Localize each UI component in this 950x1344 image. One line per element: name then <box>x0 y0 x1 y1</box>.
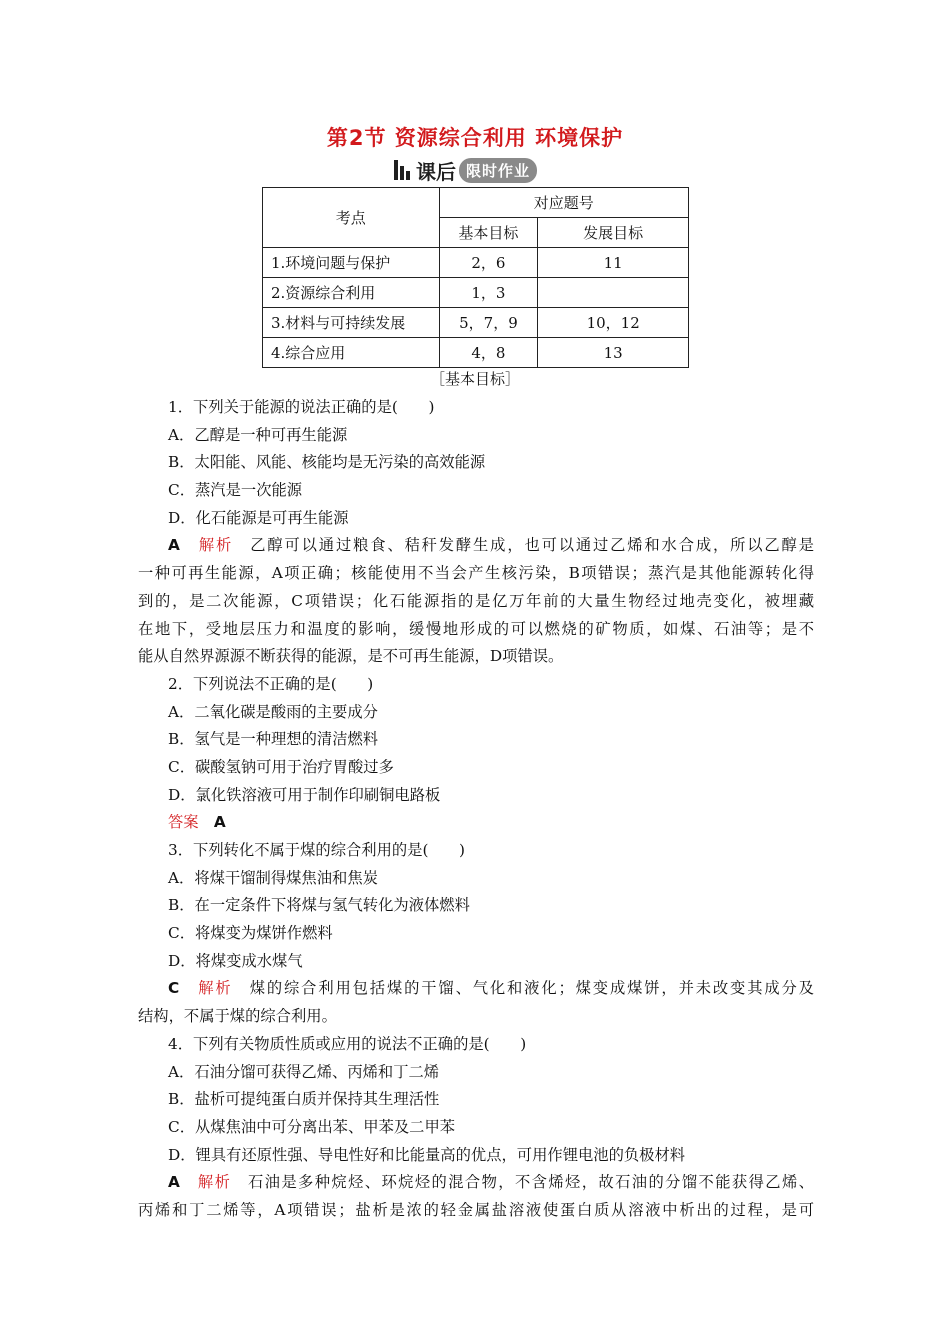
analysis-tag: 解析 <box>197 1173 232 1192</box>
option: D．氯化铁溶液可用于制作印刷铜电路板 <box>168 785 441 804</box>
answer-tag: 答案 <box>168 813 199 832</box>
explanation-line: 一种可再生能源，A项正确；核能使用不当会产生核污染，B项错误；蒸汽是其他能源转化得 <box>138 564 814 583</box>
option: B．氢气是一种理想的清洁燃料 <box>168 730 379 749</box>
answer-line <box>138 809 814 837</box>
answer-letter: A <box>168 1173 180 1192</box>
analysis-tag: 解析 <box>198 979 233 998</box>
homework-banner <box>394 156 537 184</box>
table-row: 3.材料与可持续发展 5，7，9 10，12 <box>263 308 689 338</box>
option: C．将煤变为煤饼作燃料 <box>168 924 333 943</box>
option: C．蒸汽是一次能源 <box>168 481 303 500</box>
option: A．乙醇是一种可再生能源 <box>168 425 348 444</box>
explanation-line: 丙烯和丁二烯等，A项错误；盐析是浓的轻金属盐溶液使蛋白质从溶液中析出的过程，是可 <box>138 1200 814 1219</box>
header-question-numbers: 对应题号 <box>439 188 688 218</box>
banner-main-label: 课后 <box>416 159 456 184</box>
table-row: 2.资源综合利用 1，3 <box>263 278 689 308</box>
table-row: 1.环境问题与保护 2，6 11 <box>263 248 689 278</box>
banner-tag-label: 限时作业 <box>459 158 537 183</box>
explanation-line: 到的，是二次能源，C项错误；化石能源指的是亿万年前的大量生物经过地壳变化，被埋藏 <box>138 591 814 610</box>
option: D．化石能源是可再生能源 <box>168 508 349 527</box>
option: B．在一定条件下将煤与氢气转化为液体燃料 <box>168 896 470 915</box>
explanation-line: C 解析 煤的综合利用包括煤的干馏、气化和液化；煤变成煤饼，并未改变其成分及 <box>168 979 814 998</box>
option: D．将煤变成水煤气 <box>168 951 303 970</box>
explanation-line: A 解析 乙醇可以通过粮食、秸秆发酵生成，也可以通过乙烯和水合成，所以乙醇是 <box>168 536 814 555</box>
question-stem: 2．下列说法不正确的是( ) <box>168 674 374 693</box>
analysis-tag: 解析 <box>198 536 234 555</box>
header-basic: 基本目标 <box>439 218 538 248</box>
section-heading: ［基本目标］ <box>429 370 520 388</box>
explanation-line: 结构，不属于煤的综合利用。 <box>138 1007 337 1026</box>
explanation-line: A 解析 石油是多种烷烃、环烷烃的混合物，不含烯烃，故石油的分馏不能获得乙烯、 <box>168 1173 814 1192</box>
option: B．太阳能、风能、核能均是无污染的高效能源 <box>168 453 486 472</box>
page-title: 第2节 资源综合利用 环境保护 <box>326 126 624 150</box>
option: A．将煤干馏制得煤焦油和焦炭 <box>168 868 378 887</box>
option: B．盐析可提纯蛋白质并保持其生理活性 <box>168 1090 440 1109</box>
answer-letter: C <box>168 979 180 998</box>
question-stem: 3．下列转化不属于煤的综合利用的是( ) <box>168 841 466 859</box>
answer-letter: A <box>213 813 226 832</box>
table-row: 4.综合应用 4，8 13 <box>263 338 689 368</box>
header-dev: 发展目标 <box>538 218 689 248</box>
question-stem: 4．下列有关物质性质或应用的说法不正确的是( ) <box>168 1034 527 1053</box>
option: C．从煤焦油中可分离出苯、甲苯及二甲苯 <box>168 1117 456 1136</box>
answer-letter: A <box>168 536 180 555</box>
explanation-line: 在地下，受地层压力和温度的影响，缓慢地形成的可以燃烧的矿物质，如煤、石油等；是不 <box>138 619 814 638</box>
question-stem: 1．下列关于能源的说法正确的是( ) <box>168 398 435 416</box>
bar-chart-icon <box>394 160 412 180</box>
topic-table <box>262 187 689 368</box>
explanation-line: 能从自然界源源不断获得的能源，是不可再生能源，D项错误。 <box>138 647 564 666</box>
option: C．碳酸氢钠可用于治疗胃酸过多 <box>168 757 394 776</box>
option: A．二氧化碳是酸雨的主要成分 <box>168 702 378 721</box>
option: A．石油分馏可获得乙烯、丙烯和丁二烯 <box>168 1062 440 1081</box>
header-topic: 考点 <box>263 188 440 248</box>
option: D．锂具有还原性强、导电性好和比能量高的优点，可用作锂电池的负极材料 <box>168 1145 686 1164</box>
question-list <box>138 394 814 1225</box>
